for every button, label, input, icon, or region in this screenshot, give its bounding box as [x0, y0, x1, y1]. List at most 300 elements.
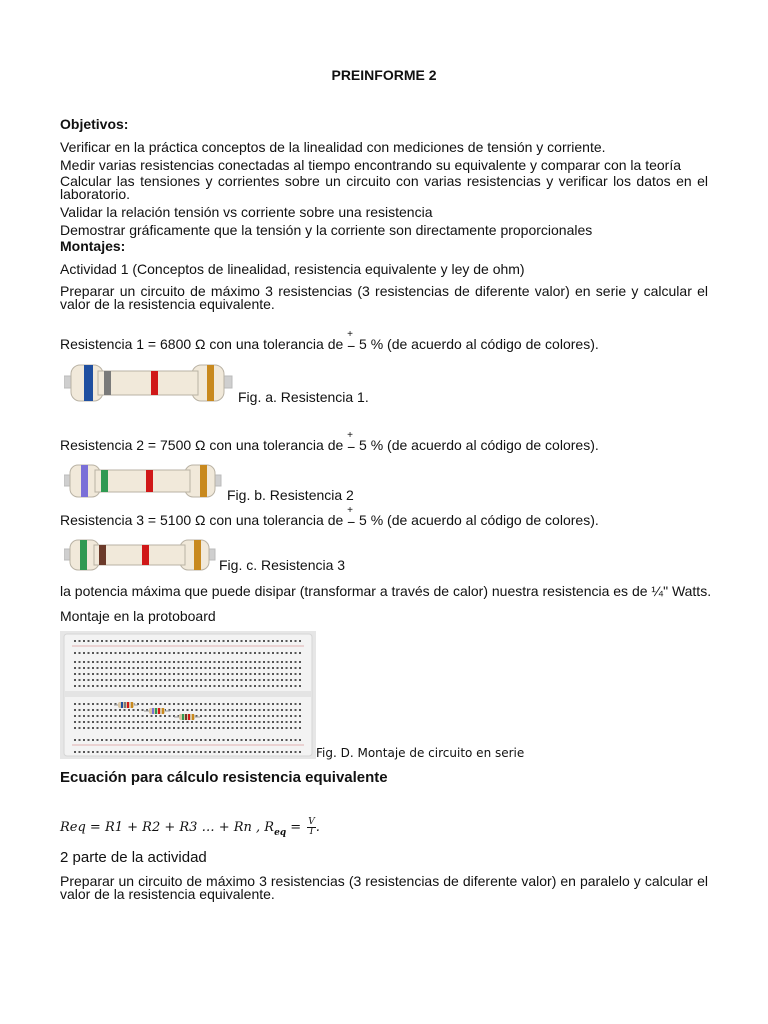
protoboard-hole: [254, 715, 256, 717]
protoboard-hole: [259, 679, 261, 681]
protoboard-hole: [232, 673, 234, 675]
protoboard-hole: [142, 673, 144, 675]
protoboard-hole: [182, 667, 184, 669]
protoboard-hole: [178, 679, 180, 681]
protoboard-hole: [232, 721, 234, 723]
protoboard-hole: [124, 640, 126, 642]
protoboard-hole: [218, 715, 220, 717]
protoboard-hole: [286, 652, 288, 654]
protoboard-hole: [232, 661, 234, 663]
protoboard-hole: [281, 640, 283, 642]
protoboard-hole: [205, 727, 207, 729]
protoboard-hole: [236, 703, 238, 705]
protoboard-hole: [218, 709, 220, 711]
protoboard-hole: [187, 751, 189, 753]
protoboard-hole: [101, 709, 103, 711]
protoboard-hole: [232, 679, 234, 681]
protoboard-hole: [169, 739, 171, 741]
protoboard-hole: [223, 751, 225, 753]
protoboard-hole: [119, 679, 121, 681]
protoboard-hole: [155, 715, 157, 717]
protoboard-hole: [119, 715, 121, 717]
equation-heading: Ecuación para cálculo resistencia equivalente: [60, 769, 388, 786]
protoboard-hole: [178, 703, 180, 705]
protoboard-hole: [115, 685, 117, 687]
protoboard-hole: [164, 652, 166, 654]
protoboard-hole: [155, 727, 157, 729]
protoboard-hole: [74, 679, 76, 681]
power-text: la potencia máxima que puede disipar (transformar a través de calor) nuestra resistencia es de ¼" Watts.: [60, 583, 712, 599]
protoboard-hole: [146, 739, 148, 741]
protoboard-hole: [88, 709, 90, 711]
protoboard-hole: [191, 751, 193, 753]
protoboard-hole: [191, 667, 193, 669]
protoboard-hole: [160, 685, 162, 687]
protoboard-hole: [205, 739, 207, 741]
protoboard-hole: [178, 739, 180, 741]
protoboard-hole: [227, 715, 229, 717]
protoboard-hole: [250, 661, 252, 663]
protoboard-hole: [272, 751, 274, 753]
protoboard-hole: [250, 709, 252, 711]
protoboard-hole: [142, 751, 144, 753]
protoboard-hole: [115, 652, 117, 654]
protoboard-hole: [241, 652, 243, 654]
protoboard-hole: [299, 721, 301, 723]
protoboard-hole: [272, 640, 274, 642]
protoboard-hole: [142, 739, 144, 741]
protoboard-hole: [281, 652, 283, 654]
protoboard-hole: [286, 661, 288, 663]
protoboard-hole: [259, 640, 261, 642]
protoboard-hole: [241, 685, 243, 687]
protoboard-hole: [119, 640, 121, 642]
part-2-heading: 2 parte de la actividad: [60, 849, 207, 866]
protoboard-hole: [245, 667, 247, 669]
protoboard-hole: [169, 721, 171, 723]
protoboard-hole: [128, 709, 130, 711]
protoboard-hole: [245, 703, 247, 705]
protoboard-hole: [299, 652, 301, 654]
protoboard-hole: [142, 667, 144, 669]
protoboard-hole: [106, 640, 108, 642]
protoboard-hole: [254, 661, 256, 663]
protoboard-hole: [79, 640, 81, 642]
protoboard-hole: [83, 727, 85, 729]
protoboard-hole: [286, 667, 288, 669]
protoboard-hole: [209, 751, 211, 753]
protoboard-hole: [281, 751, 283, 753]
protoboard-hole: [218, 679, 220, 681]
protoboard-hole: [209, 640, 211, 642]
protoboard-hole: [164, 679, 166, 681]
protoboard-hole: [205, 709, 207, 711]
protoboard-hole: [79, 751, 81, 753]
protoboard-hole: [295, 652, 297, 654]
protoboard-hole: [263, 640, 265, 642]
protoboard-hole: [83, 679, 85, 681]
protoboard-hole: [128, 751, 130, 753]
protoboard-hole: [290, 739, 292, 741]
protoboard-hole: [209, 679, 211, 681]
protoboard-hole: [191, 727, 193, 729]
protoboard-hole: [299, 703, 301, 705]
protoboard-hole: [205, 685, 207, 687]
protoboard-hole: [227, 727, 229, 729]
protoboard-hole: [299, 751, 301, 753]
protoboard-hole: [151, 727, 153, 729]
protoboard-hole: [236, 727, 238, 729]
protoboard-hole: [236, 673, 238, 675]
protoboard-hole: [191, 661, 193, 663]
protoboard-hole: [263, 685, 265, 687]
protoboard-hole: [92, 715, 94, 717]
protoboard-hole: [205, 640, 207, 642]
protoboard-hole: [155, 661, 157, 663]
protoboard-hole: [277, 652, 279, 654]
protoboard-hole: [218, 721, 220, 723]
protoboard-hole: [205, 703, 207, 705]
protoboard-hole: [218, 751, 220, 753]
protoboard-hole: [182, 685, 184, 687]
protoboard-hole: [142, 703, 144, 705]
protoboard-hole: [263, 739, 265, 741]
protoboard-hole: [254, 703, 256, 705]
protoboard-hole: [187, 739, 189, 741]
protoboard-hole: [106, 709, 108, 711]
protoboard-hole: [290, 640, 292, 642]
protoboard-hole: [74, 652, 76, 654]
protoboard-hole: [254, 667, 256, 669]
protoboard-hole: [286, 679, 288, 681]
protoboard-hole: [200, 709, 202, 711]
protoboard-hole: [196, 661, 198, 663]
protoboard-hole: [272, 685, 274, 687]
protoboard-hole: [277, 685, 279, 687]
protoboard-hole: [97, 685, 99, 687]
protoboard-hole: [272, 715, 274, 717]
protoboard-hole: [115, 721, 117, 723]
protoboard-hole: [155, 739, 157, 741]
protoboard-hole: [205, 667, 207, 669]
protoboard-hole: [277, 739, 279, 741]
protoboard-hole: [88, 703, 90, 705]
protoboard-hole: [178, 685, 180, 687]
protoboard-hole: [128, 652, 130, 654]
protoboard-hole: [232, 709, 234, 711]
protoboard-hole: [173, 703, 175, 705]
protoboard-hole: [214, 652, 216, 654]
protoboard-hole: [205, 751, 207, 753]
protoboard-hole: [128, 739, 130, 741]
protoboard-hole: [200, 685, 202, 687]
protoboard-hole: [286, 751, 288, 753]
protoboard-hole: [88, 667, 90, 669]
plus-minus-symbol: + −: [347, 430, 356, 455]
protoboard-hole: [164, 739, 166, 741]
protoboard-hole: [241, 679, 243, 681]
page-title: PREINFORME 2: [331, 67, 437, 83]
protoboard-hole: [74, 703, 76, 705]
protoboard-hole: [196, 679, 198, 681]
protoboard-hole: [133, 715, 135, 717]
protoboard-hole: [250, 727, 252, 729]
protoboard-hole: [263, 661, 265, 663]
color-band: [146, 470, 153, 492]
objective-item: Demostrar gráficamente que la tensión y la corriente son directamente proporcionales: [60, 222, 593, 238]
objective-item: Validar la relación tensión vs corriente sobre una resistencia: [60, 204, 433, 220]
protoboard-hole: [169, 685, 171, 687]
protoboard-hole: [191, 709, 193, 711]
protoboard-hole: [173, 652, 175, 654]
protoboard-hole: [209, 703, 211, 705]
protoboard-hole: [227, 679, 229, 681]
protoboard-hole: [74, 709, 76, 711]
protoboard-hole: [263, 703, 265, 705]
protoboard-hole: [259, 661, 261, 663]
protoboard-hole: [290, 667, 292, 669]
protoboard-hole: [83, 640, 85, 642]
protoboard-hole: [277, 661, 279, 663]
protoboard-hole: [205, 661, 207, 663]
protoboard-hole: [137, 751, 139, 753]
protoboard-hole: [227, 721, 229, 723]
protoboard-hole: [223, 661, 225, 663]
protoboard-hole: [133, 661, 135, 663]
protoboard-hole: [263, 652, 265, 654]
protoboard-hole: [218, 667, 220, 669]
resistor-3-description: Resistencia 3 = 5100 Ω con una tolerancia de + − 5 % (de acuerdo al código de colores).: [60, 505, 599, 530]
protoboard-hole: [115, 709, 117, 711]
protoboard-hole: [245, 640, 247, 642]
protoboard-hole: [263, 715, 265, 717]
plus-minus-symbol: + −: [347, 505, 356, 530]
protoboard-hole: [214, 679, 216, 681]
protoboard-hole: [286, 739, 288, 741]
protoboard-hole: [146, 721, 148, 723]
protoboard-hole: [128, 721, 130, 723]
protoboard-hole: [196, 640, 198, 642]
protoboard-hole: [295, 721, 297, 723]
protoboard-hole: [200, 715, 202, 717]
protoboard-hole: [191, 739, 193, 741]
protoboard-hole: [110, 739, 112, 741]
protoboard-hole: [196, 703, 198, 705]
protoboard-hole: [281, 715, 283, 717]
protoboard-hole: [299, 661, 301, 663]
protoboard-hole: [241, 661, 243, 663]
protoboard-hole: [268, 715, 270, 717]
protoboard-hole: [223, 715, 225, 717]
protoboard-hole: [236, 751, 238, 753]
protoboard-hole: [151, 685, 153, 687]
protoboard-hole: [218, 685, 220, 687]
protoboard-hole: [236, 679, 238, 681]
protoboard-hole: [155, 667, 157, 669]
protoboard-hole: [182, 679, 184, 681]
protoboard-hole: [245, 652, 247, 654]
resistor-2-image: [64, 462, 224, 500]
protoboard-hole: [97, 721, 99, 723]
protoboard-hole: [115, 727, 117, 729]
protoboard-hole: [160, 679, 162, 681]
protoboard-hole: [101, 751, 103, 753]
protoboard-hole: [223, 739, 225, 741]
protoboard-hole: [151, 661, 153, 663]
objective-item: Calcular las tensiones y corrientes sobre un circuito con varias resistencias y verificar los datos en el laboratorio.: [60, 173, 708, 202]
protoboard-hole: [196, 739, 198, 741]
protoboard-hole: [88, 751, 90, 753]
objective-item: Verificar en la práctica conceptos de la linealidad con mediciones de tensión y corriente.: [60, 139, 606, 155]
protoboard-hole: [268, 661, 270, 663]
protoboard-hole: [295, 727, 297, 729]
protoboard-hole: [133, 652, 135, 654]
protoboard-hole: [281, 661, 283, 663]
protoboard-hole: [164, 727, 166, 729]
protoboard-hole: [277, 721, 279, 723]
protoboard-hole: [250, 703, 252, 705]
protoboard-hole: [295, 685, 297, 687]
protoboard-hole: [236, 739, 238, 741]
protoboard-hole: [281, 673, 283, 675]
protoboard-hole: [169, 661, 171, 663]
protoboard-hole: [205, 652, 207, 654]
protoboard-hole: [124, 667, 126, 669]
protoboard-hole: [133, 739, 135, 741]
protoboard-hole: [182, 751, 184, 753]
protoboard-hole: [245, 709, 247, 711]
protoboard-hole: [173, 727, 175, 729]
protoboard-hole: [223, 703, 225, 705]
protoboard-hole: [146, 661, 148, 663]
protoboard-hole: [169, 673, 171, 675]
protoboard-hole: [142, 709, 144, 711]
protoboard-hole: [299, 673, 301, 675]
protoboard-hole: [146, 751, 148, 753]
protoboard-hole: [232, 739, 234, 741]
protoboard-hole: [290, 709, 292, 711]
protoboard-hole: [74, 640, 76, 642]
protoboard-hole: [182, 673, 184, 675]
protoboard-hole: [295, 739, 297, 741]
protoboard-hole: [115, 751, 117, 753]
protoboard-hole: [124, 679, 126, 681]
protoboard-hole: [88, 661, 90, 663]
protoboard-hole: [133, 727, 135, 729]
protoboard-hole: [232, 727, 234, 729]
protoboard-hole: [178, 661, 180, 663]
protoboard-hole: [263, 709, 265, 711]
protoboard-hole: [209, 721, 211, 723]
protoboard-hole: [128, 667, 130, 669]
protoboard-hole: [146, 727, 148, 729]
protoboard-hole: [268, 679, 270, 681]
protoboard-hole: [200, 721, 202, 723]
protoboard-hole: [295, 679, 297, 681]
protoboard-hole: [92, 727, 94, 729]
protoboard-hole: [164, 721, 166, 723]
color-band: [99, 545, 106, 565]
protoboard-hole: [160, 661, 162, 663]
montajes-heading: Montajes:: [60, 238, 126, 254]
protoboard-hole: [281, 727, 283, 729]
protoboard-hole: [110, 652, 112, 654]
protoboard-hole: [142, 715, 144, 717]
protoboard-hole: [110, 667, 112, 669]
protoboard-hole: [214, 667, 216, 669]
protoboard-hole: [272, 739, 274, 741]
protoboard-hole: [200, 652, 202, 654]
protoboard-hole: [214, 727, 216, 729]
protoboard-hole: [295, 661, 297, 663]
protoboard-hole: [218, 673, 220, 675]
protoboard-hole: [142, 685, 144, 687]
protoboard-hole: [232, 715, 234, 717]
protoboard-hole: [101, 667, 103, 669]
protoboard-hole: [106, 703, 108, 705]
protoboard-hole: [191, 640, 193, 642]
protoboard-hole: [169, 679, 171, 681]
protoboard-hole: [227, 640, 229, 642]
protoboard-hole: [74, 751, 76, 753]
protoboard-hole: [200, 703, 202, 705]
protoboard-hole: [268, 652, 270, 654]
protoboard-hole: [164, 751, 166, 753]
protoboard-hole: [133, 721, 135, 723]
protoboard-hole: [241, 739, 243, 741]
protoboard-hole: [187, 727, 189, 729]
protoboard-hole: [97, 727, 99, 729]
protoboard-hole: [254, 679, 256, 681]
protoboard-hole: [110, 703, 112, 705]
protoboard-hole: [223, 667, 225, 669]
protoboard-hole: [101, 721, 103, 723]
protoboard-hole: [97, 739, 99, 741]
protoboard-hole: [97, 661, 99, 663]
protoboard-hole: [259, 739, 261, 741]
protoboard-hole: [142, 679, 144, 681]
protoboard-hole: [97, 679, 99, 681]
protoboard-hole: [137, 739, 139, 741]
protoboard-hole: [227, 751, 229, 753]
protoboard-hole: [277, 673, 279, 675]
protoboard-hole: [88, 721, 90, 723]
protoboard-hole: [128, 727, 130, 729]
protoboard-hole: [79, 673, 81, 675]
protoboard-hole: [245, 661, 247, 663]
protoboard-hole: [178, 751, 180, 753]
protoboard-hole: [268, 739, 270, 741]
protoboard-hole: [88, 685, 90, 687]
protoboard-hole: [254, 640, 256, 642]
protoboard-hole: [106, 679, 108, 681]
protoboard-hole: [133, 673, 135, 675]
protoboard-hole: [110, 709, 112, 711]
equivalent-resistance-equation: Req = R1 + R2 + R3 … + Rn , $R_{eq}$ = $\frac{V}{I}$ .: [60, 817, 320, 838]
protoboard-hole: [214, 739, 216, 741]
parallel-instruction: Preparar un circuito de máximo 3 resistencias (3 resistencias de diferente valor) en paralelo y calcular el valor de la resistencia equivalente.: [60, 873, 708, 902]
protoboard-hole: [286, 640, 288, 642]
fraction: $\frac{V}{I}$: [308, 817, 315, 837]
protoboard-hole: [79, 679, 81, 681]
protoboard-hole: [290, 715, 292, 717]
protoboard-hole: [137, 673, 139, 675]
protoboard-hole: [241, 721, 243, 723]
protoboard-hole: [241, 667, 243, 669]
protoboard-hole: [236, 661, 238, 663]
protoboard-hole: [214, 721, 216, 723]
protoboard-hole: [97, 652, 99, 654]
